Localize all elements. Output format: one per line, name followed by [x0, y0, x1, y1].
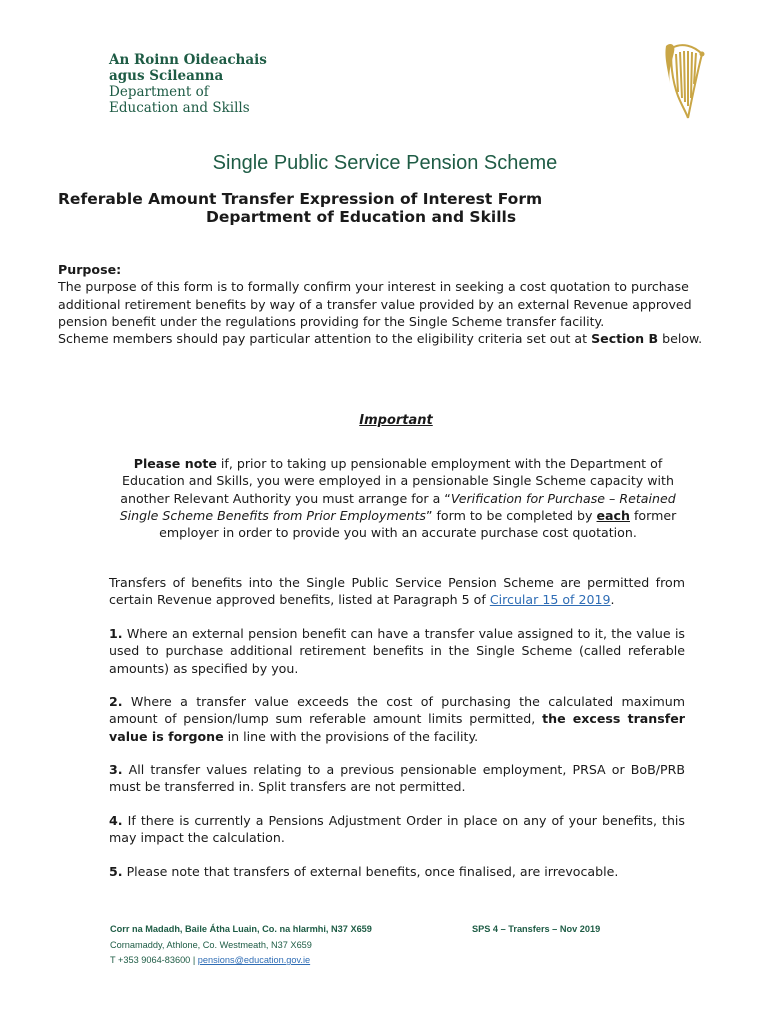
purpose-heading: Purpose:: [58, 262, 122, 277]
point-3-text: All transfer values relating to a previous pensionable employment, PRSA or BoB/PRB must be transferred in. Split transfers are not permitted.: [109, 762, 685, 795]
dept-name-english-2: Education and Skills: [109, 100, 250, 116]
point-4: [109, 812, 685, 847]
purpose-section: [58, 261, 708, 347]
point-3: [109, 761, 685, 796]
department-logo-text: [109, 52, 267, 116]
point-5: [109, 863, 685, 880]
point-5-number: 5.: [109, 864, 123, 879]
transfers-paragraph: [109, 574, 685, 609]
footer-address: [110, 922, 372, 969]
footer-email-link[interactable]: pensions@education.gov.ie: [197, 955, 311, 965]
footer-phone: T +353 9064-83600 |: [110, 955, 198, 965]
point-2: [109, 693, 685, 745]
circular-link[interactable]: Circular 15 of 2019: [489, 592, 611, 608]
point-3-number: 3.: [109, 762, 123, 777]
eligibility-end: below.: [658, 331, 703, 347]
please-note-paragraph: [109, 455, 687, 541]
transfers-text: Transfers of benefits into the Single Public Service Pension Scheme are permitted from certain Revenue approved benefits, listed at Paragraph 5 of: [109, 575, 685, 608]
footer-form-ref: SPS 4 – Transfers – Nov 2019: [472, 924, 601, 934]
important-heading: Important: [359, 413, 433, 428]
note-text-3: former employer in order to provide you with an accurate purchase cost quotation.: [159, 507, 677, 541]
point-2-bold: the excess transfer value is forgone: [109, 711, 685, 744]
note-text-2: ” form to be completed by: [425, 507, 597, 523]
point-2-text: Where a transfer value exceeds the cost of purchasing the calculated maximum amount of pension/lump sum referable amount limits permitted,: [109, 694, 685, 727]
footer-address-irish: Corr na Madadh, Baile Átha Luain, Co. na hIarmhi, N37 X659: [110, 924, 372, 934]
footer-address-english: Cornamaddy, Athlone, Co. Westmeath, N37 X659: [110, 939, 312, 950]
point-5-text: Please note that transfers of external benefits, once finalised, are irrevocable.: [122, 864, 619, 879]
point-1: [109, 625, 685, 677]
transfers-end: .: [610, 592, 615, 608]
please-note-label: Please note: [133, 456, 217, 471]
eligibility-text: Scheme members should pay particular attention to the eligibility criteria set out at: [58, 331, 592, 347]
point-2-end: in line with the provisions of the facility.: [223, 728, 479, 744]
point-1-number: 1.: [109, 626, 123, 641]
verification-form-name: Verification for Purchase – Retained Single Scheme Benefits from Prior Employments: [119, 490, 676, 523]
point-2-number: 2.: [109, 694, 123, 709]
note-text-1: if, prior to taking up pensionable employment with the Department of Education and Skills, you were employed in a pensionable Single Scheme capacity with another Relevant Authority you must arrange for a “: [120, 456, 674, 506]
dept-name-irish-2: agus Scileanna: [109, 68, 224, 84]
harp-icon: [664, 40, 706, 120]
dept-name-english-1: Department of: [109, 84, 209, 100]
purpose-eligibility: [58, 330, 708, 347]
form-title-line-2: Department of Education and Skills: [206, 208, 517, 226]
purpose-text: The purpose of this form is to formally confirm your interest in seeking a cost quotation to purchase additional retirement benefits by way of a transfer value provided by an external Revenue approved pension benefit under the regulations providing for the Single Scheme transfer facility.: [58, 279, 692, 329]
each-emphasis: each: [596, 507, 630, 523]
form-title-line-1: Referable Amount Transfer Expression of Interest Form: [58, 190, 543, 208]
section-b-ref: Section B: [591, 331, 659, 347]
point-4-text: If there is currently a Pensions Adjustment Order in place on any of your benefits, this may impact the calculation.: [109, 813, 685, 846]
point-4-number: 4.: [109, 813, 123, 828]
dept-name-irish-1: An Roinn Oideachais: [109, 52, 267, 68]
scheme-title: Single Public Service Pension Scheme: [212, 152, 558, 174]
form-title: [58, 190, 718, 226]
footer-contact: [110, 953, 372, 969]
point-1-text: Where an external pension benefit can have a transfer value assigned to it, the value is used to purchase additional retirement benefits in the Single Scheme (called referable amounts) as specified by you.: [109, 626, 685, 676]
